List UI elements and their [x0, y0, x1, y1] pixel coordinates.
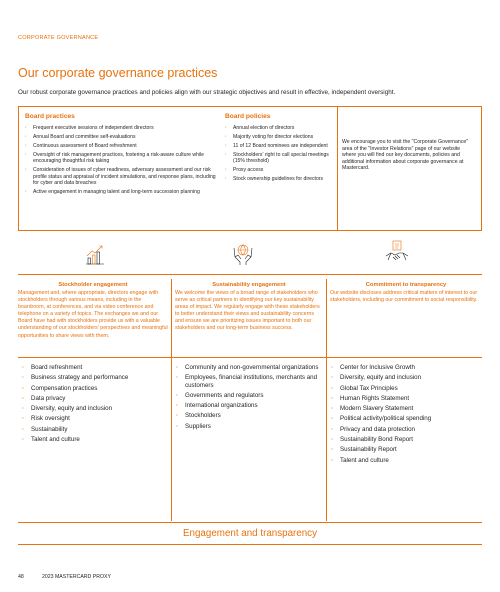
stockholder-engagement-text: Management and, where appropriate, directors engage with stockholders through various means, including in the boardroom, at conferences, and via video conference and telephone on a variety of topics. The exchanges we and our Board have had with stockholders provide us with a valuable understanding of our stockholders' perspectives and meaningful opportunities to share views with them.: [18, 290, 168, 339]
list-item: · 11 of 12 Board nominees are independent: [225, 143, 335, 150]
section-divider: [18, 522, 482, 523]
sustainability-engagement-column: [175, 282, 323, 333]
list-item: · Human Rights Statement: [331, 395, 481, 402]
list-item: · Continuous assessment of Board refreshment: [25, 143, 221, 150]
list-item: · Majority voting for director elections: [225, 134, 335, 141]
list-item: · Global Tax Principles: [331, 385, 481, 392]
list-item: · Community and non-governmental organizations: [176, 364, 322, 371]
list-item: · Business strategy and performance: [22, 374, 167, 381]
transparency-column: [330, 282, 482, 304]
list-item: · Diversity, equity and inclusion: [331, 374, 481, 381]
list-item: · Employees, financial institutions, merchants and customers: [176, 374, 322, 388]
transparency-heading: Commitment to transparency: [365, 282, 447, 288]
list-item: · Annual Board and committee self-evaluations: [25, 134, 221, 141]
transparency-documents: [331, 364, 481, 467]
board-practices-heading: Board practices: [25, 113, 75, 120]
board-practices-column: [25, 113, 221, 198]
list-item: · Risk oversight: [22, 415, 167, 422]
board-practices-list: [25, 125, 221, 195]
list-item: · Annual election of directors: [225, 125, 335, 132]
list-item: · Talent and culture: [22, 436, 167, 443]
list-item: · Sustainability Report: [331, 446, 481, 453]
list-item: · Stockholders: [176, 412, 322, 419]
section-label: CORPORATE GOVERNANCE: [18, 35, 99, 41]
list-item: · Frequent executive sessions of independent directors: [25, 125, 221, 132]
list-item: · Proxy access: [225, 167, 335, 174]
list-item: · Governments and regulators: [176, 392, 322, 399]
intro-text: Our robust corporate governance practices and policies align with our strategic objectives and result in effective, independent oversight.: [18, 89, 396, 96]
bar-chart-growth-icon: [85, 244, 105, 266]
engagement-title: Engagement and transparency: [183, 528, 317, 539]
list-item: · International organizations: [176, 402, 322, 409]
hands-globe-icon: [232, 242, 254, 266]
list-item: · Data privacy: [22, 395, 167, 402]
publication-name: 2023 MASTERCARD PROXY: [42, 574, 111, 580]
stockholder-engagement-heading: Stockholder engagement: [58, 282, 128, 288]
page-title: Our corporate governance practices: [18, 66, 218, 80]
section-divider: [18, 544, 482, 545]
list-item: · Diversity, equity and inclusion: [22, 405, 167, 412]
column-divider: [326, 279, 327, 521]
transparency-text: Our website discloses address critical matters of interest to our stakeholders, including our commitment to social responsibility.: [330, 290, 478, 304]
list-item: · Sustainability: [22, 426, 167, 433]
list-item: · Compensation practices: [22, 385, 167, 392]
column-divider: [337, 107, 338, 230]
list-item: · Stockholders' right to call special meetings (15% threshold): [225, 152, 335, 165]
list-item: · Stock ownership guidelines for directors: [225, 176, 335, 183]
list-item: · Privacy and data protection: [331, 426, 481, 433]
list-item: · Center for Inclusive Growth: [331, 364, 481, 371]
list-item: · Suppliers: [176, 423, 322, 430]
list-item: · Sustainability Bond Report: [331, 436, 481, 443]
list-item: · Modern Slavery Statement: [331, 405, 481, 412]
governance-website-note: We encourage you to visit the "Corporate Governance" area of the "Investor Relations" page of our website where you will find our key documents, policies and additional information about corporate governance at Mastercard.: [342, 139, 469, 172]
list-item: · Board refreshment: [22, 364, 167, 371]
board-box: [18, 106, 482, 231]
list-item: · Active engagement in managing talent and long-term succession planning: [25, 189, 221, 196]
list-item: · Consideration of issues of cyber readiness, adversary assessment and our risk profile status and appraisal of incident simulations, and response plans, including for cyber and data breaches: [25, 167, 221, 187]
board-policies-heading: Board policies: [225, 113, 271, 120]
section-divider: [18, 357, 482, 358]
list-item: · Oversight of risk management practices, fostering a risk-aware culture while encouraging thoughtful risk taking: [25, 152, 221, 165]
stockholder-topics: [22, 364, 167, 446]
sustainability-stakeholders: [176, 364, 322, 433]
list-item: · Political activity/political spending: [331, 415, 481, 422]
board-policies-list: [225, 125, 335, 182]
page-number: 48: [18, 574, 24, 580]
column-divider: [171, 279, 172, 521]
sustainability-engagement-heading: Sustainability engagement: [212, 282, 286, 288]
board-policies-column: [225, 113, 335, 185]
handshake-document-icon: [385, 240, 409, 266]
list-item: · Talent and culture: [331, 457, 481, 464]
section-divider: [18, 274, 482, 275]
stockholder-engagement-column: [18, 282, 168, 340]
sustainability-engagement-text: We welcome the views of a broad range of stakeholders who serve as critical partners in identifying our key sustainability areas of impact. We regularly engage with these stakeholders to better understand their views and sustainability concerns and ensure we are prioritizing issues important to both our stakeholders and our long-term business success.: [175, 290, 320, 332]
